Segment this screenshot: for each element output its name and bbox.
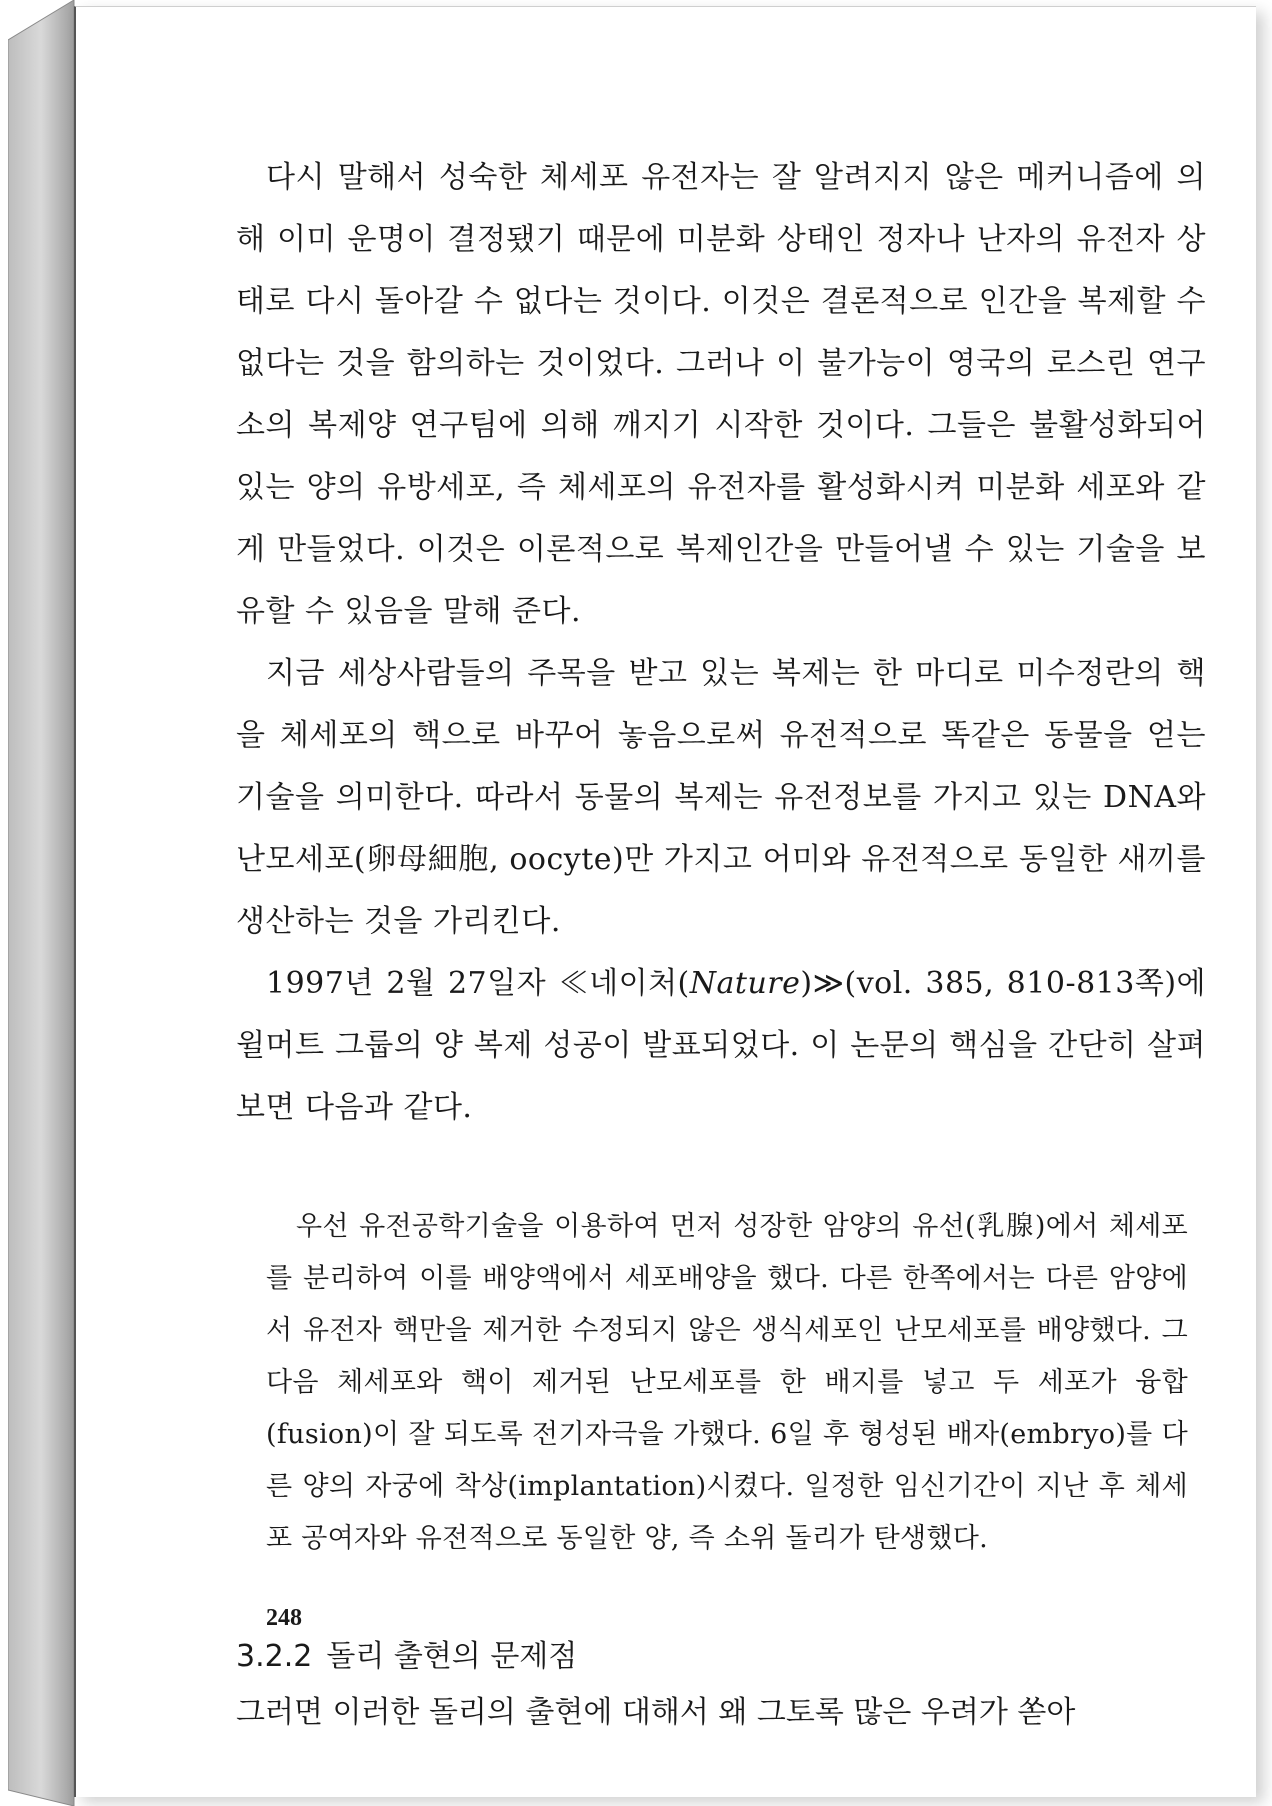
body-paragraph-2: 지금 세상사람들의 주목을 받고 있는 복제는 한 마디로 미수정란의 핵을 체세포의 핵으로 바꾸어 놓음으로써 유전적으로 똑같은 동물을 얻는 기술을 의미한다. 따라서 동물의 복제는 유전정보를 가지고 있는 DNA와 난모세포(卵母細胞, oocyte)만 가지고 어미와 유전적으로 동일한 새끼를 생산하는 것을 가리킨다. <box>236 656 1206 939</box>
page-number: 248 <box>266 1605 302 1631</box>
section-title: 돌리 출현의 문제점 <box>326 1639 578 1674</box>
nature-paragraph-after: )≫(vol. 385, 810-813쪽)에 윌머트 그룹의 양 복제 성공이 발표되었다. 이 논문의 핵심을 간단히 살펴보면 다음과 같다. <box>236 966 1207 1125</box>
block-quote <box>236 1201 1188 1565</box>
section-first-line: 그러면 이러한 돌리의 출현에 대해서 왜 그토록 많은 우려가 쏟아 <box>236 1695 1076 1730</box>
nature-paragraph-before: 1997년 2월 27일자 ≪네이처( <box>266 966 690 1001</box>
block-quote-text: 우선 유전공학기술을 이용하여 먼저 성장한 암양의 유선(乳腺)에서 체세포를 분리하여 이를 배양액에서 세포배양을 했다. 다른 한쪽에서는 다른 암양에서 유전자 핵만을 제거한 수정되지 않은 생식세포인 난모세포를 배양했다. 그 다음 체세포와 핵이 제거된 난모세포를 한 배지를 넣고 두 세포가 융합(fusion)이 잘 되도록 전기자극을 가했다. 6일 후 형성된 배자(embryo)를 다른 양의 자궁에 착상(implantation)시켰다. 일정한 임신기간이 지난 후 체세포 공여자와 유전적으로 동일한 양, 즉 소위 돌리가 탄생했다. <box>266 1211 1188 1554</box>
section-3-2-2 <box>236 1629 1206 1741</box>
section-heading <box>236 1629 1206 1685</box>
body-paragraph-1: 다시 말해서 성숙한 체세포 유전자는 잘 알려지지 않은 메커니즘에 의해 이미 운명이 결정됐기 때문에 미분화 상태인 정자나 난자의 유전자 상태로 다시 돌아갈 수 없다는 것이다. 이것은 결론적으로 인간을 복제할 수 없다는 것을 함의하는 것이었다. 그러나 이 불가능이 영국의 로스린 연구소의 복제양 연구팀에 의해 깨지기 시작한 것이다. 그들은 불활성화되어 있는 양의 유방세포, 즉 체세포의 유전자를 활성화시켜 미분화 세포와 같게 만들었다. 이것은 이론적으로 복제인간을 만들어낼 수 있는 기술을 보유할 수 있음을 말해 준다. <box>236 160 1206 629</box>
journal-name: Nature <box>689 966 801 1001</box>
page-content <box>236 147 1206 1741</box>
body-paragraph-3 <box>236 953 1206 1139</box>
book-spine-shape <box>8 0 78 1806</box>
page <box>74 6 1256 1797</box>
book-spine <box>8 0 78 1806</box>
section-number: 3.2.2 <box>236 1639 313 1674</box>
